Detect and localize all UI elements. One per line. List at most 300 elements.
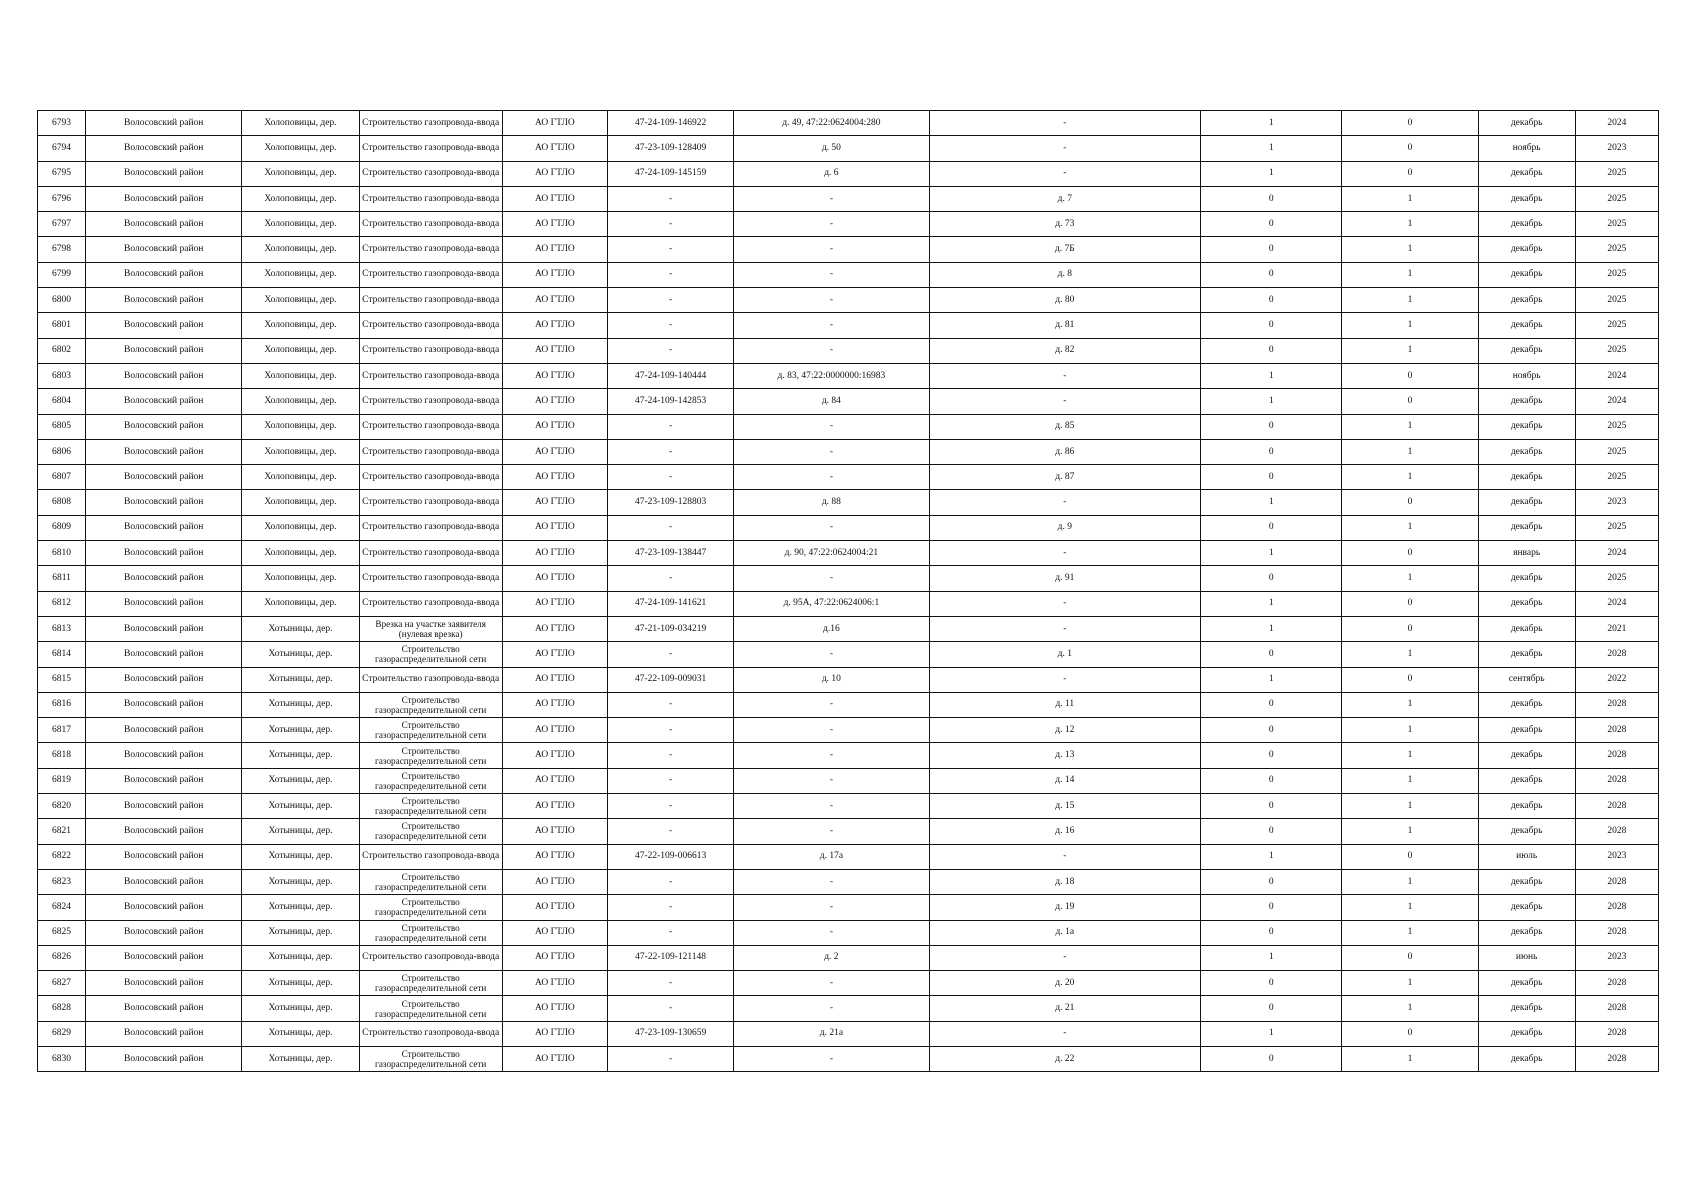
cell-application-number: -: [608, 920, 734, 945]
cell-count-b: 0: [1342, 111, 1478, 136]
cell-application-number: -: [608, 414, 734, 439]
cell-work-type: Строительство газопровода-ввода: [359, 212, 502, 237]
cell-district: Волосовский район: [86, 895, 242, 920]
cell-application-number: -: [608, 212, 734, 237]
cell-address-cadastral: -: [734, 212, 929, 237]
cell-organization: АО ГТЛО: [502, 262, 607, 287]
cell-month: декабрь: [1478, 616, 1575, 641]
cell-row-number: 6827: [38, 971, 86, 996]
cell-count-a: 0: [1201, 996, 1342, 1021]
cell-count-a: 0: [1201, 439, 1342, 464]
cell-row-number: 6798: [38, 237, 86, 262]
cell-organization: АО ГТЛО: [502, 111, 607, 136]
cell-address-cadastral: -: [734, 288, 929, 313]
cell-organization: АО ГТЛО: [502, 642, 607, 667]
cell-application-number: -: [608, 692, 734, 717]
cell-settlement: Холоповицы, дер.: [242, 591, 359, 616]
cell-count-a: 0: [1201, 895, 1342, 920]
cell-count-a: 0: [1201, 212, 1342, 237]
cell-house-address: -: [929, 111, 1201, 136]
cell-application-number: 47-21-109-034219: [608, 616, 734, 641]
cell-month: декабрь: [1478, 338, 1575, 363]
cell-work-type: Строительство газопровода-ввода: [359, 414, 502, 439]
cell-year: 2028: [1575, 1021, 1658, 1046]
cell-house-address: -: [929, 136, 1201, 161]
cell-work-type: Строительство газопровода-ввода: [359, 288, 502, 313]
cell-work-type: Строительство газопровода-ввода: [359, 844, 502, 869]
table-row: [38, 844, 1659, 869]
cell-organization: АО ГТЛО: [502, 895, 607, 920]
table-body: [38, 111, 1659, 1072]
cell-year: 2025: [1575, 237, 1658, 262]
table-row: [38, 541, 1659, 566]
cell-organization: АО ГТЛО: [502, 541, 607, 566]
cell-house-address: -: [929, 667, 1201, 692]
cell-district: Волосовский район: [86, 566, 242, 591]
cell-work-type: Строительство газораспределительной сети: [359, 718, 502, 743]
cell-organization: АО ГТЛО: [502, 212, 607, 237]
cell-settlement: Хотыницы, дер.: [242, 895, 359, 920]
cell-year: 2025: [1575, 515, 1658, 540]
cell-settlement: Холоповицы, дер.: [242, 389, 359, 414]
cell-organization: АО ГТЛО: [502, 1021, 607, 1046]
cell-organization: АО ГТЛО: [502, 414, 607, 439]
cell-year: 2028: [1575, 768, 1658, 793]
cell-month: январь: [1478, 541, 1575, 566]
cell-count-a: 1: [1201, 136, 1342, 161]
cell-settlement: Хотыницы, дер.: [242, 692, 359, 717]
cell-month: ноябрь: [1478, 363, 1575, 388]
cell-house-address: д. 82: [929, 338, 1201, 363]
cell-settlement: Хотыницы, дер.: [242, 1021, 359, 1046]
cell-row-number: 6795: [38, 161, 86, 186]
table-row: [38, 288, 1659, 313]
cell-address-cadastral: -: [734, 920, 929, 945]
table-row: [38, 414, 1659, 439]
cell-settlement: Холоповицы, дер.: [242, 515, 359, 540]
cell-settlement: Хотыницы, дер.: [242, 819, 359, 844]
table-row: [38, 616, 1659, 641]
table-row: [38, 996, 1659, 1021]
table-row: [38, 718, 1659, 743]
cell-organization: АО ГТЛО: [502, 768, 607, 793]
cell-count-a: 1: [1201, 667, 1342, 692]
cell-house-address: -: [929, 389, 1201, 414]
cell-year: 2022: [1575, 667, 1658, 692]
cell-count-a: 0: [1201, 465, 1342, 490]
cell-district: Волосовский район: [86, 642, 242, 667]
cell-year: 2028: [1575, 692, 1658, 717]
cell-count-b: 1: [1342, 642, 1478, 667]
cell-house-address: д. 7: [929, 186, 1201, 211]
cell-count-b: 0: [1342, 667, 1478, 692]
cell-house-address: д. 12: [929, 718, 1201, 743]
cell-month: июнь: [1478, 945, 1575, 970]
table-row: [38, 971, 1659, 996]
cell-count-b: 0: [1342, 490, 1478, 515]
cell-work-type: Строительство газораспределительной сети: [359, 869, 502, 894]
cell-application-number: 47-24-109-145159: [608, 161, 734, 186]
cell-year: 2028: [1575, 920, 1658, 945]
cell-count-b: 1: [1342, 566, 1478, 591]
cell-work-type: Строительство газопровода-ввода: [359, 515, 502, 540]
cell-row-number: 6799: [38, 262, 86, 287]
cell-count-a: 0: [1201, 313, 1342, 338]
cell-settlement: Холоповицы, дер.: [242, 161, 359, 186]
cell-settlement: Холоповицы, дер.: [242, 237, 359, 262]
cell-year: 2025: [1575, 262, 1658, 287]
cell-year: 2025: [1575, 566, 1658, 591]
cell-district: Волосовский район: [86, 465, 242, 490]
cell-work-type: Строительство газопровода-ввода: [359, 945, 502, 970]
cell-address-cadastral: -: [734, 971, 929, 996]
cell-district: Волосовский район: [86, 743, 242, 768]
cell-address-cadastral: д. 95А, 47:22:0624006:1: [734, 591, 929, 616]
cell-address-cadastral: -: [734, 869, 929, 894]
cell-district: Волосовский район: [86, 869, 242, 894]
cell-work-type: Строительство газопровода-ввода: [359, 439, 502, 464]
cell-count-b: 1: [1342, 515, 1478, 540]
cell-district: Волосовский район: [86, 161, 242, 186]
cell-work-type: Строительство газопровода-ввода: [359, 363, 502, 388]
cell-house-address: д. 87: [929, 465, 1201, 490]
cell-month: декабрь: [1478, 718, 1575, 743]
cell-application-number: -: [608, 262, 734, 287]
cell-work-type: Строительство газопровода-ввода: [359, 541, 502, 566]
cell-house-address: д. 8: [929, 262, 1201, 287]
cell-district: Волосовский район: [86, 363, 242, 388]
cell-organization: АО ГТЛО: [502, 945, 607, 970]
cell-count-b: 0: [1342, 541, 1478, 566]
cell-count-b: 1: [1342, 338, 1478, 363]
cell-count-b: 1: [1342, 414, 1478, 439]
cell-organization: АО ГТЛО: [502, 794, 607, 819]
cell-address-cadastral: -: [734, 439, 929, 464]
cell-house-address: -: [929, 1021, 1201, 1046]
cell-year: 2023: [1575, 136, 1658, 161]
cell-row-number: 6816: [38, 692, 86, 717]
cell-district: Волосовский район: [86, 541, 242, 566]
cell-month: декабрь: [1478, 566, 1575, 591]
cell-district: Волосовский район: [86, 718, 242, 743]
table-row: [38, 439, 1659, 464]
cell-organization: АО ГТЛО: [502, 591, 607, 616]
cell-year: 2028: [1575, 1046, 1658, 1071]
cell-month: декабрь: [1478, 920, 1575, 945]
cell-month: ноябрь: [1478, 136, 1575, 161]
cell-count-a: 1: [1201, 616, 1342, 641]
cell-district: Волосовский район: [86, 971, 242, 996]
cell-month: июль: [1478, 844, 1575, 869]
cell-row-number: 6822: [38, 844, 86, 869]
cell-month: декабрь: [1478, 971, 1575, 996]
cell-address-cadastral: -: [734, 262, 929, 287]
cell-settlement: Хотыницы, дер.: [242, 869, 359, 894]
cell-work-type: Строительство газопровода-ввода: [359, 1021, 502, 1046]
cell-address-cadastral: д. 17а: [734, 844, 929, 869]
cell-row-number: 6821: [38, 819, 86, 844]
cell-application-number: 47-24-109-142853: [608, 389, 734, 414]
cell-count-a: 1: [1201, 844, 1342, 869]
cell-application-number: -: [608, 566, 734, 591]
cell-address-cadastral: д.16: [734, 616, 929, 641]
table-row: [38, 237, 1659, 262]
cell-organization: АО ГТЛО: [502, 490, 607, 515]
cell-house-address: д. 1а: [929, 920, 1201, 945]
cell-district: Волосовский район: [86, 414, 242, 439]
cell-address-cadastral: д. 84: [734, 389, 929, 414]
cell-settlement: Хотыницы, дер.: [242, 920, 359, 945]
cell-count-a: 0: [1201, 794, 1342, 819]
cell-address-cadastral: -: [734, 566, 929, 591]
cell-count-a: 0: [1201, 692, 1342, 717]
cell-month: декабрь: [1478, 1021, 1575, 1046]
cell-count-a: 0: [1201, 971, 1342, 996]
cell-month: декабрь: [1478, 288, 1575, 313]
gasification-table: [37, 110, 1659, 1072]
cell-application-number: 47-22-109-121148: [608, 945, 734, 970]
cell-row-number: 6828: [38, 996, 86, 1021]
cell-month: декабрь: [1478, 1046, 1575, 1071]
cell-application-number: -: [608, 465, 734, 490]
cell-count-b: 1: [1342, 996, 1478, 1021]
cell-house-address: д. 21: [929, 996, 1201, 1021]
table-row: [38, 136, 1659, 161]
cell-month: декабрь: [1478, 743, 1575, 768]
cell-house-address: -: [929, 616, 1201, 641]
cell-count-b: 1: [1342, 439, 1478, 464]
cell-month: декабрь: [1478, 869, 1575, 894]
cell-work-type: Строительство газораспределительной сети: [359, 692, 502, 717]
table-row: [38, 642, 1659, 667]
cell-row-number: 6823: [38, 869, 86, 894]
cell-settlement: Холоповицы, дер.: [242, 439, 359, 464]
cell-count-b: 0: [1342, 389, 1478, 414]
cell-count-b: 0: [1342, 161, 1478, 186]
cell-district: Волосовский район: [86, 591, 242, 616]
cell-organization: АО ГТЛО: [502, 1046, 607, 1071]
cell-count-a: 1: [1201, 945, 1342, 970]
cell-row-number: 6820: [38, 794, 86, 819]
cell-house-address: д. 16: [929, 819, 1201, 844]
cell-district: Волосовский район: [86, 768, 242, 793]
cell-application-number: -: [608, 313, 734, 338]
cell-year: 2024: [1575, 111, 1658, 136]
cell-count-b: 1: [1342, 895, 1478, 920]
cell-district: Волосовский район: [86, 439, 242, 464]
cell-settlement: Хотыницы, дер.: [242, 768, 359, 793]
cell-district: Волосовский район: [86, 262, 242, 287]
cell-organization: АО ГТЛО: [502, 718, 607, 743]
cell-work-type: Строительство газопровода-ввода: [359, 313, 502, 338]
cell-district: Волосовский район: [86, 945, 242, 970]
cell-organization: АО ГТЛО: [502, 844, 607, 869]
cell-count-a: 0: [1201, 1046, 1342, 1071]
cell-application-number: -: [608, 768, 734, 793]
cell-work-type: Строительство газопровода-ввода: [359, 591, 502, 616]
cell-count-b: 1: [1342, 262, 1478, 287]
cell-row-number: 6813: [38, 616, 86, 641]
cell-settlement: Холоповицы, дер.: [242, 414, 359, 439]
cell-settlement: Холоповицы, дер.: [242, 262, 359, 287]
cell-application-number: -: [608, 895, 734, 920]
cell-organization: АО ГТЛО: [502, 971, 607, 996]
cell-address-cadastral: -: [734, 186, 929, 211]
cell-organization: АО ГТЛО: [502, 667, 607, 692]
cell-address-cadastral: -: [734, 338, 929, 363]
cell-year: 2028: [1575, 642, 1658, 667]
cell-organization: АО ГТЛО: [502, 136, 607, 161]
cell-house-address: д. 15: [929, 794, 1201, 819]
cell-count-b: 1: [1342, 920, 1478, 945]
cell-address-cadastral: д. 49, 47:22:0624004:280: [734, 111, 929, 136]
cell-address-cadastral: -: [734, 515, 929, 540]
cell-district: Волосовский район: [86, 237, 242, 262]
cell-district: Волосовский район: [86, 186, 242, 211]
cell-application-number: 47-23-109-128803: [608, 490, 734, 515]
cell-house-address: д. 9: [929, 515, 1201, 540]
cell-count-a: 1: [1201, 111, 1342, 136]
cell-settlement: Хотыницы, дер.: [242, 844, 359, 869]
cell-settlement: Хотыницы, дер.: [242, 971, 359, 996]
cell-address-cadastral: д. 50: [734, 136, 929, 161]
cell-house-address: -: [929, 591, 1201, 616]
table-row: [38, 667, 1659, 692]
cell-month: декабрь: [1478, 262, 1575, 287]
cell-row-number: 6819: [38, 768, 86, 793]
cell-count-a: 0: [1201, 642, 1342, 667]
cell-year: 2025: [1575, 338, 1658, 363]
cell-application-number: -: [608, 515, 734, 540]
cell-organization: АО ГТЛО: [502, 616, 607, 641]
cell-organization: АО ГТЛО: [502, 186, 607, 211]
cell-house-address: -: [929, 490, 1201, 515]
cell-row-number: 6793: [38, 111, 86, 136]
cell-district: Волосовский район: [86, 692, 242, 717]
cell-count-b: 0: [1342, 945, 1478, 970]
cell-month: декабрь: [1478, 490, 1575, 515]
table-row: [38, 566, 1659, 591]
cell-settlement: Холоповицы, дер.: [242, 465, 359, 490]
cell-year: 2028: [1575, 819, 1658, 844]
cell-house-address: д. 81: [929, 313, 1201, 338]
cell-district: Волосовский район: [86, 212, 242, 237]
cell-row-number: 6803: [38, 363, 86, 388]
cell-count-b: 1: [1342, 186, 1478, 211]
cell-count-b: 0: [1342, 136, 1478, 161]
table-row: [38, 591, 1659, 616]
cell-address-cadastral: -: [734, 718, 929, 743]
cell-application-number: -: [608, 338, 734, 363]
cell-district: Волосовский район: [86, 1021, 242, 1046]
cell-count-a: 0: [1201, 869, 1342, 894]
cell-application-number: 47-24-109-141621: [608, 591, 734, 616]
cell-year: 2021: [1575, 616, 1658, 641]
cell-year: 2023: [1575, 844, 1658, 869]
cell-work-type: Строительство газопровода-ввода: [359, 111, 502, 136]
cell-district: Волосовский район: [86, 389, 242, 414]
cell-settlement: Холоповицы, дер.: [242, 338, 359, 363]
cell-district: Волосовский район: [86, 667, 242, 692]
cell-application-number: 47-23-109-130659: [608, 1021, 734, 1046]
cell-district: Волосовский район: [86, 490, 242, 515]
cell-row-number: 6805: [38, 414, 86, 439]
cell-house-address: д. 13: [929, 743, 1201, 768]
cell-work-type: Строительство газопровода-ввода: [359, 262, 502, 287]
cell-organization: АО ГТЛО: [502, 389, 607, 414]
cell-address-cadastral: -: [734, 996, 929, 1021]
cell-house-address: д. 85: [929, 414, 1201, 439]
cell-row-number: 6817: [38, 718, 86, 743]
cell-application-number: 47-23-109-128409: [608, 136, 734, 161]
cell-address-cadastral: д. 21а: [734, 1021, 929, 1046]
cell-month: декабрь: [1478, 591, 1575, 616]
cell-address-cadastral: д. 10: [734, 667, 929, 692]
cell-month: декабрь: [1478, 819, 1575, 844]
cell-application-number: 47-22-109-006613: [608, 844, 734, 869]
cell-application-number: -: [608, 186, 734, 211]
cell-settlement: Холоповицы, дер.: [242, 490, 359, 515]
cell-house-address: д. 1: [929, 642, 1201, 667]
cell-count-a: 1: [1201, 1021, 1342, 1046]
cell-organization: АО ГТЛО: [502, 288, 607, 313]
cell-work-type: Строительство газораспределительной сети: [359, 642, 502, 667]
cell-house-address: д. 73: [929, 212, 1201, 237]
cell-row-number: 6815: [38, 667, 86, 692]
cell-address-cadastral: -: [734, 692, 929, 717]
cell-year: 2028: [1575, 971, 1658, 996]
cell-work-type: Строительство газопровода-ввода: [359, 161, 502, 186]
cell-house-address: д. 22: [929, 1046, 1201, 1071]
table-row: [38, 389, 1659, 414]
cell-count-a: 1: [1201, 541, 1342, 566]
table-row: [38, 338, 1659, 363]
cell-year: 2025: [1575, 212, 1658, 237]
cell-row-number: 6800: [38, 288, 86, 313]
cell-settlement: Холоповицы, дер.: [242, 111, 359, 136]
cell-year: 2024: [1575, 363, 1658, 388]
cell-row-number: 6806: [38, 439, 86, 464]
cell-month: декабрь: [1478, 642, 1575, 667]
table-row: [38, 794, 1659, 819]
cell-work-type: Строительство газопровода-ввода: [359, 667, 502, 692]
cell-settlement: Хотыницы, дер.: [242, 667, 359, 692]
cell-work-type: Строительство газопровода-ввода: [359, 186, 502, 211]
cell-count-a: 1: [1201, 591, 1342, 616]
cell-year: 2028: [1575, 794, 1658, 819]
cell-address-cadastral: -: [734, 414, 929, 439]
cell-district: Волосовский район: [86, 111, 242, 136]
cell-application-number: -: [608, 718, 734, 743]
cell-count-a: 0: [1201, 414, 1342, 439]
cell-house-address: -: [929, 844, 1201, 869]
cell-month: сентябрь: [1478, 667, 1575, 692]
cell-address-cadastral: д. 88: [734, 490, 929, 515]
cell-month: декабрь: [1478, 692, 1575, 717]
cell-row-number: 6824: [38, 895, 86, 920]
cell-count-b: 0: [1342, 591, 1478, 616]
cell-district: Волосовский район: [86, 616, 242, 641]
cell-row-number: 6818: [38, 743, 86, 768]
cell-month: декабрь: [1478, 794, 1575, 819]
cell-work-type: Строительство газораспределительной сети: [359, 743, 502, 768]
cell-application-number: -: [608, 971, 734, 996]
cell-month: декабрь: [1478, 768, 1575, 793]
cell-address-cadastral: д. 2: [734, 945, 929, 970]
cell-work-type: Строительство газопровода-ввода: [359, 338, 502, 363]
cell-work-type: Строительство газораспределительной сети: [359, 971, 502, 996]
cell-count-a: 0: [1201, 743, 1342, 768]
